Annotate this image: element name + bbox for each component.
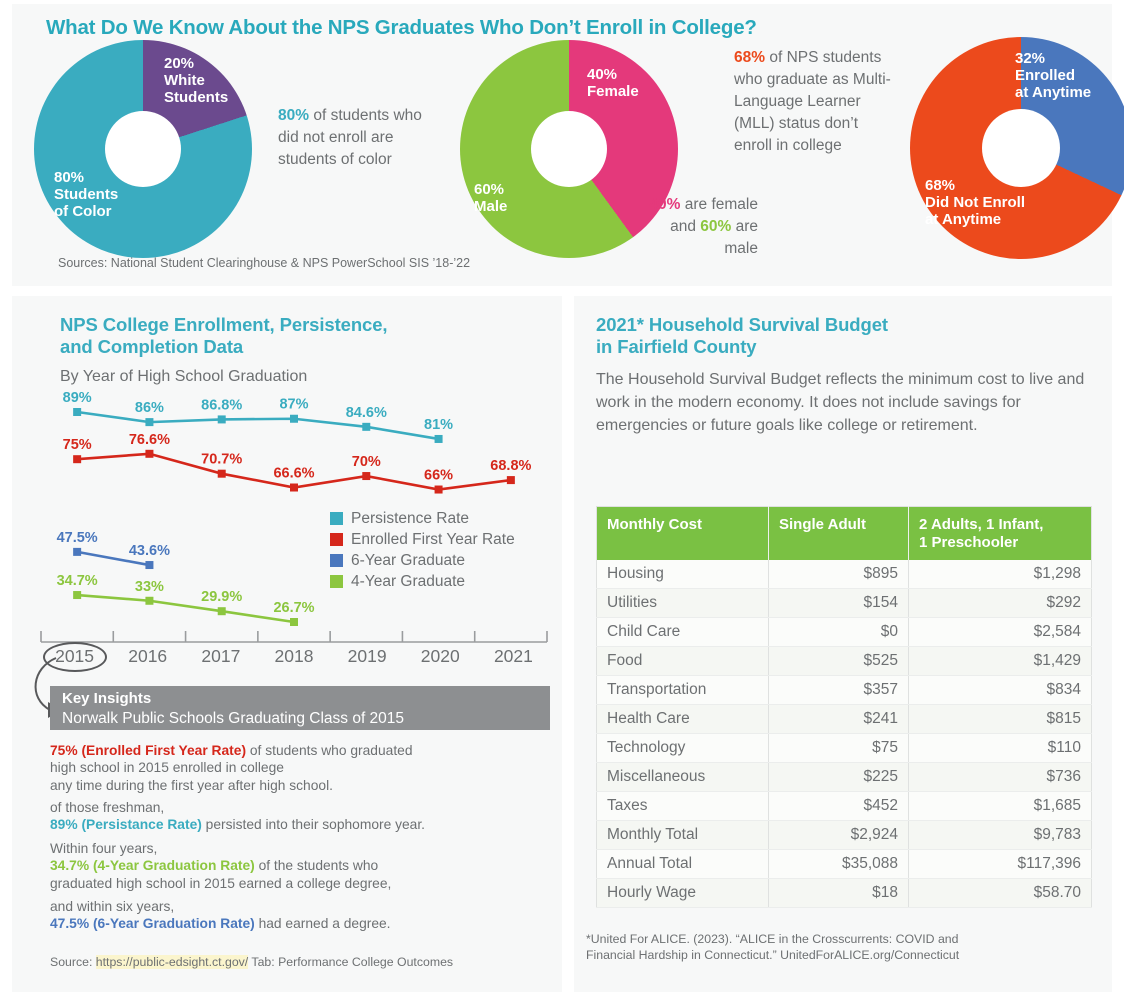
data-label: 86.8%: [201, 397, 243, 414]
table-cell-value: $241: [769, 705, 909, 734]
x-axis-year-2019: 2019: [347, 646, 387, 666]
series-marker: [218, 607, 226, 615]
insight-rest: of students who graduated: [246, 743, 413, 758]
footnote-line1: *United For ALICE. (2023). “ALICE in the Crosscurrents: COVID and: [586, 932, 959, 946]
table-cell-value: $225: [769, 763, 909, 792]
caption-d: are male: [724, 218, 758, 257]
table-cell-value: $18: [769, 879, 909, 908]
insight-accent: 34.7% (4-Year Graduation Rate): [50, 858, 255, 874]
table-row: [597, 647, 1092, 676]
table-cell-value: $35,088: [769, 850, 909, 879]
data-label: 33%: [134, 578, 164, 595]
key-insights-title: Key Insights: [62, 690, 152, 707]
series-marker: [73, 408, 81, 416]
table-cell-category: Child Care: [597, 618, 769, 647]
series-marker: [145, 561, 153, 569]
series-marker: [218, 415, 226, 423]
table-cell-value: $895: [769, 560, 909, 589]
table-cell-category: Transportation: [597, 676, 769, 705]
mll-donut-label-not-enrolled: [925, 178, 1025, 228]
source-prefix: Source:: [50, 955, 96, 969]
chart-legend: [330, 508, 515, 592]
table-cell-value: $292: [909, 589, 1092, 618]
data-label: 47.5%: [56, 529, 98, 546]
l1: Students: [54, 185, 119, 203]
header-line2: 1 Preschooler: [919, 533, 1019, 551]
table-cell-category: Taxes: [597, 792, 769, 821]
legend-item-1: [330, 529, 515, 550]
data-label: 34.7%: [56, 573, 98, 590]
table-cell-value: $525: [769, 647, 909, 676]
table-row: [597, 850, 1092, 879]
mll-donut-label-enrolled: [1015, 51, 1091, 101]
table-cell-category: Monthly Total: [597, 821, 769, 850]
table-cell-category: Hourly Wage: [597, 879, 769, 908]
legend-swatch-icon: [330, 512, 343, 525]
caption-pct: 68%: [734, 49, 766, 66]
table-row: [597, 676, 1092, 705]
left-source: [50, 955, 560, 971]
insight-rest: had earned a degree.: [254, 916, 391, 932]
insight-4: [50, 898, 555, 933]
table-row: [597, 618, 1092, 647]
data-label: 76.6%: [128, 431, 170, 448]
insight-line2: high school in 2015 enrolled in college: [50, 760, 284, 776]
table-cell-value: $9,783: [909, 821, 1092, 850]
table-cell-category: Food: [597, 647, 769, 676]
top-panel: [12, 4, 1112, 286]
donut-hole: [531, 111, 607, 187]
key-insights-subtitle: Norwalk Public Schools Graduating Class of 2015: [62, 709, 405, 727]
data-label: 66%: [424, 467, 454, 484]
legend-label: 4-Year Graduate: [351, 572, 466, 590]
legend-swatch-icon: [330, 575, 343, 588]
table-row: [597, 705, 1092, 734]
table-row: [597, 734, 1092, 763]
caption-c: 60%: [700, 218, 732, 235]
pct: 40%: [587, 66, 618, 83]
caption-pct: 80%: [278, 107, 310, 124]
data-label: 70.7%: [201, 451, 243, 468]
table-cell-category: Miscellaneous: [597, 763, 769, 792]
gender-donut-label-female: [587, 67, 639, 101]
left-title-line1: NPS College Enrollment, Persistence,: [60, 314, 388, 335]
series-marker: [290, 618, 298, 626]
table-cell-category: Utilities: [597, 589, 769, 618]
data-label: 89%: [62, 390, 92, 406]
table-row: [597, 589, 1092, 618]
x-axis-year-2021: 2021: [493, 646, 533, 666]
pct: 60%: [474, 181, 505, 198]
series-marker: [362, 472, 370, 480]
series-line-3: [77, 595, 294, 622]
series-marker: [290, 415, 298, 423]
data-label: 29.9%: [201, 589, 243, 606]
insight-line2: graduated high school in 2015 earned a college degree,: [50, 875, 392, 891]
caption-a: 40%: [649, 196, 681, 213]
table-header-row: [597, 507, 1092, 561]
donut-hole: [982, 109, 1060, 187]
caption-rest: of students who did not enroll are students of color: [278, 107, 422, 168]
race-donut-label-color: [54, 170, 118, 220]
left-subtitle: By Year of High School Graduation: [60, 368, 308, 385]
table-header-monthly-cost: Monthly Cost: [597, 507, 769, 561]
race-donut-label-white: [164, 56, 228, 106]
legend-label: Enrolled First Year Rate: [351, 530, 515, 548]
table-row: [597, 763, 1092, 792]
series-marker: [507, 476, 515, 484]
race-donut-caption: [278, 105, 438, 171]
data-label: 84.6%: [345, 404, 387, 421]
household-budget-table: [596, 506, 1092, 908]
table-cell-value: $154: [769, 589, 909, 618]
legend-swatch-icon: [330, 554, 343, 567]
table-cell-value: $1,298: [909, 560, 1092, 589]
table-cell-value: $815: [909, 705, 1092, 734]
pct: 32%: [1015, 50, 1046, 67]
source-link[interactable]: https://public-edsight.ct.gov/: [95, 955, 249, 969]
pct: 80%: [54, 169, 85, 186]
footnote-line2: Financial Hardship in Connecticut.” UnitedForALICE.org/Connecticut: [586, 947, 960, 962]
table-cell-category: Annual Total: [597, 850, 769, 879]
legend-item-2: [330, 550, 515, 571]
data-label: 26.7%: [273, 600, 315, 616]
page-title: What Do We Know About the NPS Graduates Who Don’t Enroll in College?: [46, 16, 757, 39]
table-cell-value: $75: [769, 734, 909, 763]
series-marker: [145, 450, 153, 458]
source-suffix: Tab: Performance College Outcomes: [248, 955, 454, 969]
series-marker: [290, 484, 298, 492]
table-cell-value: $736: [909, 763, 1092, 792]
table-cell-value: $1,685: [909, 792, 1092, 821]
legend-label: 6-Year Graduate: [351, 551, 466, 569]
pct: 20%: [164, 55, 195, 72]
l1: Did Not Enroll: [925, 193, 1025, 211]
gender-donut-label-male: [474, 182, 507, 216]
right-title-line1: 2021* Household Survival Budget: [596, 314, 888, 335]
table-cell-value: $110: [909, 734, 1092, 763]
pct: 68%: [925, 177, 956, 194]
legend-swatch-icon: [330, 533, 343, 546]
table-cell-value: $2,924: [769, 821, 909, 850]
table-header-single-adult: Single Adult: [769, 507, 909, 561]
gender-donut-caption: [638, 194, 758, 260]
l2: at Anytime: [925, 210, 1002, 228]
data-label: 66.6%: [273, 465, 315, 482]
data-label: 43.6%: [128, 543, 170, 560]
top-source: Sources: National Student Clearinghouse & NPS PowerSchool SIS ’18-’22: [58, 256, 471, 270]
legend-label: Persistence Rate: [351, 509, 470, 527]
insight-rest: persisted into their sophomore year.: [201, 817, 426, 833]
header-line1: 2 Adults, 1 Infant,: [919, 516, 1044, 533]
insight-pre: of those freshman,: [50, 800, 165, 815]
table-body: [597, 560, 1092, 908]
insight-line3: any time during the first year after high school.: [50, 777, 333, 793]
data-label: 68.8%: [490, 458, 532, 475]
table-cell-category: Technology: [597, 734, 769, 763]
insight-rest: of the students who: [254, 858, 379, 874]
table-header-family: [909, 507, 1092, 561]
mll-donut-caption: [734, 47, 894, 157]
data-label: 70%: [351, 454, 381, 471]
legend-item-0: [330, 508, 515, 529]
table-cell-value: $357: [769, 676, 909, 705]
l2: of Color: [54, 202, 112, 220]
l1: Female: [587, 82, 639, 100]
series-marker: [218, 470, 226, 478]
series-marker: [145, 597, 153, 605]
key-insights-bar: [50, 686, 550, 730]
table-head: [597, 507, 1092, 561]
table-row: [597, 821, 1092, 850]
x-axis-year-2017: 2017: [201, 646, 241, 666]
insight-3: [50, 840, 555, 892]
left-title-line2: and Completion Data: [60, 335, 244, 357]
l2: at Anytime: [1015, 83, 1092, 101]
table-cell-value: $452: [769, 792, 909, 821]
data-label: 87%: [279, 396, 309, 413]
x-axis-year-2018: 2018: [274, 646, 314, 666]
series-marker: [73, 455, 81, 463]
data-label: 86%: [134, 400, 164, 417]
data-label: 81%: [424, 416, 454, 433]
right-title-line2: in Fairfield County: [596, 335, 757, 357]
right-footnote: [586, 932, 1091, 964]
data-label: 75%: [62, 437, 92, 454]
legend-item-3: [330, 571, 515, 592]
table-cell-category: Health Care: [597, 705, 769, 734]
l2: Students: [164, 88, 229, 106]
insight-accent: 75% (Enrolled First Year Rate): [50, 743, 247, 758]
l1: Male: [474, 197, 508, 215]
series-marker: [73, 591, 81, 599]
left-title: [60, 314, 387, 358]
l1: Enrolled: [1015, 66, 1076, 84]
insight-1: [50, 742, 555, 794]
insight-accent: 47.5% (6-Year Graduation Rate): [50, 916, 255, 932]
series-marker: [73, 548, 81, 556]
chart-x-axis-years: [38, 646, 550, 667]
insight-accent: 89% (Persistance Rate): [50, 817, 202, 833]
table-cell-value: $58.70: [909, 879, 1092, 908]
table-row: [597, 560, 1092, 589]
x-axis-year-2015: 2015: [38, 646, 111, 667]
table-cell-category: Housing: [597, 560, 769, 589]
table-cell-value: $0: [769, 618, 909, 647]
insight-2: [50, 799, 555, 834]
table-cell-value: $2,584: [909, 618, 1092, 647]
right-paragraph: The Household Survival Budget reflects the minimum cost to live and work in the modern economy. It does not include savings for emergencies or future goals like college or retirement.: [596, 371, 1085, 435]
l1: White: [164, 71, 205, 89]
table-cell-value: $834: [909, 676, 1092, 705]
insight-pre: and within six years,: [50, 899, 175, 914]
caption-rest: of NPS students who graduate as Multi-Language Learner (MLL) status don’t enroll in college: [734, 49, 891, 154]
x-axis-year-2020: 2020: [420, 646, 460, 666]
table-cell-value: $1,429: [909, 647, 1092, 676]
series-marker: [362, 423, 370, 431]
table-cell-value: $117,396: [909, 850, 1092, 879]
table-row: [597, 879, 1092, 908]
right-title: [596, 314, 888, 358]
series-marker: [145, 418, 153, 426]
insight-pre: Within four years,: [50, 841, 158, 856]
series-marker: [435, 486, 443, 494]
caption-b: are female and: [670, 196, 758, 235]
x-axis-year-2016: 2016: [128, 646, 168, 666]
series-marker: [435, 435, 443, 443]
table-row: [597, 792, 1092, 821]
